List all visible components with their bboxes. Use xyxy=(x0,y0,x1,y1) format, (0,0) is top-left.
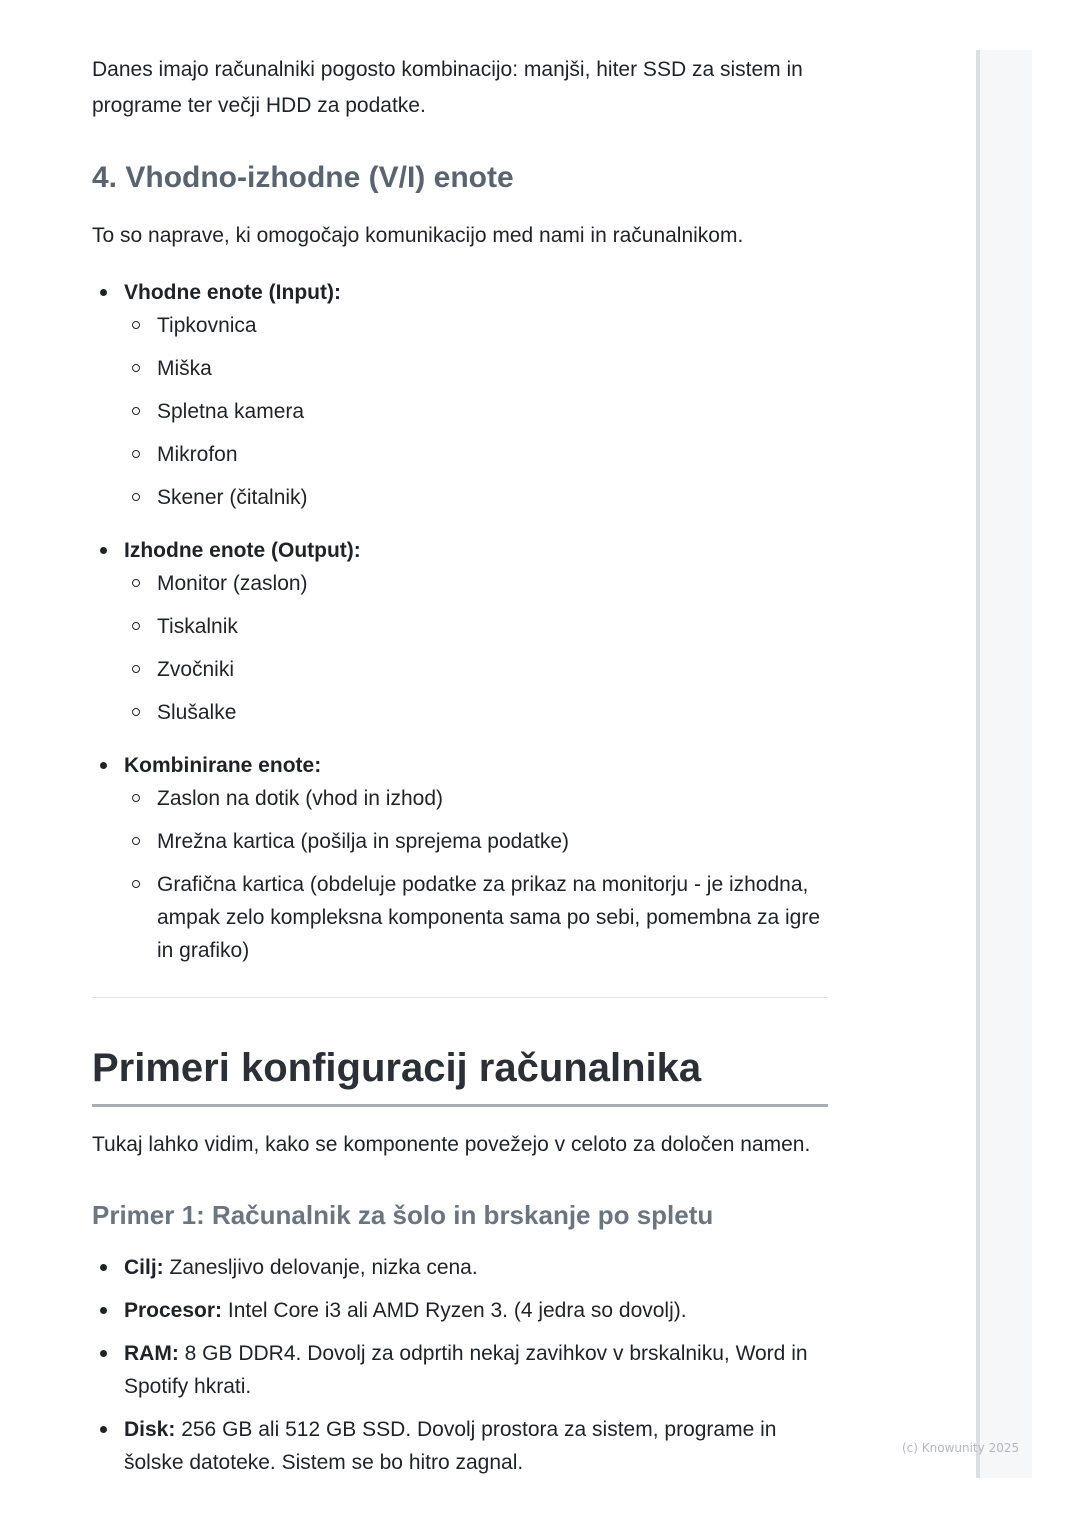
spec-label: Procesor: xyxy=(124,1299,223,1322)
spec-label: Disk: xyxy=(124,1418,176,1441)
input-units-list xyxy=(124,309,828,514)
io-unit-groups xyxy=(92,276,828,967)
list-item-combined-units xyxy=(92,749,828,967)
group-title: Izhodne enote (Output): xyxy=(124,539,361,562)
document-content xyxy=(92,52,828,1489)
list-item: Spletna kamera xyxy=(124,395,828,428)
section-divider xyxy=(92,997,828,998)
output-units-list xyxy=(124,567,828,729)
list-item-output-units xyxy=(92,534,828,729)
list-item: Mikrofon xyxy=(124,438,828,471)
intro-paragraph: Danes imajo računalniki pogosto kombinacijo: manjši, hiter SSD za sistem in programe ter večji HDD za podatke. xyxy=(92,58,803,117)
spec-item-disk xyxy=(92,1413,828,1479)
spec-text: Intel Core i3 ali AMD Ryzen 3. (4 jedra so dovolj). xyxy=(222,1299,687,1322)
page-sidebar xyxy=(976,50,1032,1478)
list-item: Zaslon na dotik (vhod in izhod) xyxy=(124,782,828,815)
list-item: Slušalke xyxy=(124,696,828,729)
spec-label: Cilj: xyxy=(124,1256,164,1279)
section-description: To so naprave, ki omogočajo komunikacijo med nami in računalnikom. xyxy=(92,224,744,247)
spec-text: 256 GB ali 512 GB SSD. Dovolj prostora za sistem, programe in šolske datoteke. Sistem se bo hitro zagnal. xyxy=(124,1418,777,1474)
group-title: Vhodne enote (Input): xyxy=(124,281,341,304)
section-heading-configurations: Primeri konfiguracij računalnika xyxy=(92,1040,828,1107)
section-heading-io-units: 4. Vhodno-izhodne (V/I) enote xyxy=(92,161,514,194)
list-item: Zvočniki xyxy=(124,653,828,686)
list-item: Skener (čitalnik) xyxy=(124,481,828,514)
section-description: Tukaj lahko vidim, kako se komponente povežejo v celoto za določen namen. xyxy=(92,1133,811,1156)
copyright-watermark: (c) Knowunity 2025 xyxy=(902,1441,1020,1455)
combined-units-list xyxy=(124,782,828,967)
group-title: Kombinirane enote: xyxy=(124,754,322,777)
list-item: Tipkovnica xyxy=(124,309,828,342)
list-item: Tiskalnik xyxy=(124,610,828,643)
example-spec-list xyxy=(92,1251,828,1479)
list-item: Monitor (zaslon) xyxy=(124,567,828,600)
spec-item-cpu xyxy=(92,1294,828,1327)
list-item: Miška xyxy=(124,352,828,385)
spec-text: Zanesljivo delovanje, nizka cena. xyxy=(163,1256,478,1279)
spec-item-goal xyxy=(92,1251,828,1284)
example-heading: Primer 1: Računalnik za šolo in brskanje po spletu xyxy=(92,1200,714,1230)
spec-label: RAM: xyxy=(124,1342,179,1365)
list-item: Grafična kartica (obdeluje podatke za prikaz na monitorju - je izhodna, ampak zelo kompleksna komponenta sama po sebi, pomembna za igre in grafiko) xyxy=(124,868,828,967)
list-item: Mrežna kartica (pošilja in sprejema podatke) xyxy=(124,825,828,858)
list-item-input-units xyxy=(92,276,828,514)
spec-text: 8 GB DDR4. Dovolj za odprtih nekaj zavihkov v brskalniku, Word in Spotify hkrati. xyxy=(124,1342,808,1398)
spec-item-ram xyxy=(92,1337,828,1403)
